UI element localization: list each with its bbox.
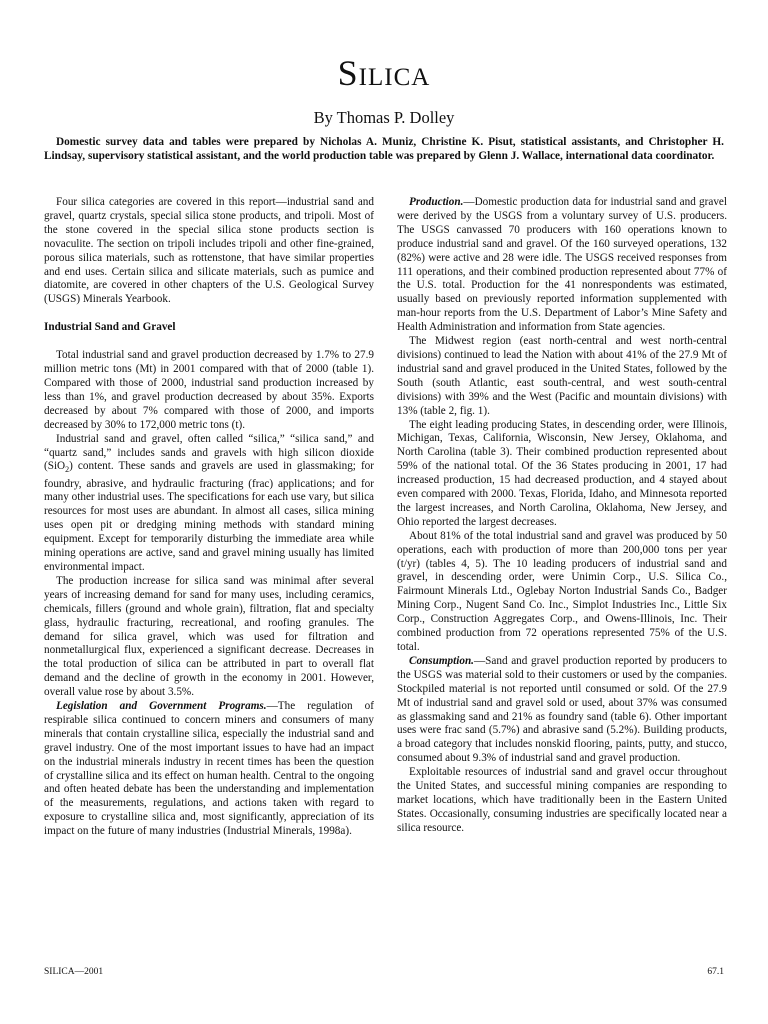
page-number: 67.1 — [707, 967, 724, 977]
paragraph — [397, 196, 727, 335]
left-column — [44, 196, 374, 839]
right-column — [397, 196, 727, 836]
title-text: Silica — [337, 53, 431, 93]
text-run: ) content. These sands and gravels are used in glassmaking; for foundry, abrasive, and hydraulic fracturing (frac) applications; and for many other industrial uses. The specifications for each use vary, but silica resources for most uses are abundant. In almost all cases, silica mining uses open pit or dredging mining methods with standard mining equipment. Except for temporarily disturbing the immediate area while mining operations are active, sand and gravel mining usually has limited environmental impact. — [44, 460, 374, 573]
paragraph — [44, 700, 374, 839]
text-run: —Sand and gravel production reported by producers to the USGS was material sold to their customers or used by the companies. Stockpiled material is not reported until consumed or sold. Of the 27.9 Mt of industrial sand and gravel sold or used, about 37% was consumed as glassmaking sand and 21% as foundry sand (table 6). Other important uses were frac sand (5.7%) and abrasive sand (5.2%). Building products, a broad category that includes nonskid flooring, paints, putty, and stucco, consumed about 9.3% of industrial sand and gravel production. — [397, 654, 727, 765]
paragraph: Total industrial sand and gravel production decreased by 1.7% to 27.9 million metric tons (Mt) in 2001 compared with that of 2000 (table 1). Compared with those of 2000, industrial sand production increased by less than 1%, and gravel production decreased by about 35%. Exports decreased by about 7% compared with those of 2000, and imports decreased by 30% to 172,000 metric tons (t). — [44, 349, 374, 431]
paragraph — [44, 433, 374, 575]
run-in-heading: Consumption. — [409, 654, 474, 667]
page-title — [0, 52, 768, 94]
run-in-heading: Production. — [409, 196, 464, 208]
credit-note: Domestic survey data and tables were prepared by Nicholas A. Muniz, Christine K. Pisut, statistical assistants, and Christopher H. Lindsay, supervisory statistical assistant, and the world production table was prepared by Glenn J. Wallace, international data coordinator. — [44, 136, 724, 162]
paragraph — [397, 655, 727, 766]
text-run: Industrial sand and gravel, often called “silica,” “silica sand,” and “quartz sand,” includes sands and gravels with high silicon dioxide (SiO — [44, 432, 374, 473]
footer-running-title: SILICA—2001 — [44, 967, 104, 977]
paragraph: The production increase for silica sand was minimal after several years of increasing demand for sand for many uses, including ceramics, chemicals, fillers (ground and whole grain), filtration, flat and specialty glass, hydraulic fracturing, recreational, and roofing granules. The demand for silica gravel, which was used for filtration and nonmetallurgical flux, experienced a significant decrease. Decreases in the total production of silica can be attributed in part to overall flat demand and the decline of growth in the economy in 2001. However, overall value rose by about 3.5%. — [44, 574, 374, 699]
intro-paragraph: Four silica categories are covered in this report—industrial sand and gravel, quartz crystals, special silica stone products, and tripoli. Most of the stone covered in the special silica stone products section is novaculite. The section on tripoli includes tripoli and other fine-grained, porous silica materials, such as rottenstone, that have similar properties and end uses. Certain silica and silicate materials, such as pumice and diatomite, are covered in other chapters of the U.S. Geological Survey (USGS) Minerals Yearbook. — [44, 196, 374, 306]
text-run: —Domestic production data for industrial sand and gravel were derived by the USGS from a voluntary survey of U.S. producers. The USGS canvassed 70 producers with 160 operations known to produce industrial sand and gravel. Of the 160 surveyed operations, 132 (82%) were active and 28 were idle. The USGS received responses from 111 operations, and their combined production represented about 77% of the U.S. total. Production for the 41 nonrespondents was estimated, usually based on previously reported information supplemented with man-hour reports from the U.S. Department of Labor’s Mine Safety and Health Administration and information from State agencies. — [397, 196, 727, 334]
paragraph: About 81% of the total industrial sand and gravel was produced by 50 operations, each with production of more than 200,000 tons per year (t/yr) (tables 4, 5). The 10 leading producers of industrial sand and gravel, in descending order, were Unimin Corp., U.S. Silica Co., Fairmount Minerals Ltd., Oglebay Norton Industrial Sands Co., Badger Mining Corp., Nugent Sand Co. Inc., Simplot Industries Inc., Little Six Corp., Construction Aggregates Corp., and Owens-Illinois, Inc. Their combined production from 72 operations represented 75% of the U.S. total. — [397, 529, 727, 653]
section-heading: Industrial Sand and Gravel — [44, 321, 176, 334]
paragraph: The eight leading producing States, in descending order, were Illinois, Michigan, Texas, California, Wisconsin, New Jersey, Oklahoma, and North Carolina (table 3). Their combined production represented about 59% of the national total. Of the 36 States producing in 2001, 17 had increased production, 15 had decreased production, and 4 stayed about even compared with 2000. Texas, Florida, Idaho, and Minnesota reported the largest increases, and North Carolina, Oklahoma, New Jersey, and Ohio reported the largest decreases. — [397, 418, 727, 528]
run-in-heading: Legislation and Government Programs. — [56, 700, 267, 713]
subscript: 2 — [65, 465, 70, 475]
byline: By Thomas P. Dolley — [313, 108, 455, 127]
text-run: —The regulation of respirable silica continued to concern miners and consumers of many minerals that contain crystalline silica, especially the industrial sand and gravel industry. One of the most important issues to have had an impact on the industrial minerals industry in recent times has been the question of crystalline silica and its effect on human health. Central to the ongoing and often heated debate has been the understanding and implementation of the measurements, regulations, and actions taken with regard to exposure to crystalline silica and, most significantly, appreciation of its impact on the future of many industries (Industrial Minerals, 1998a). — [44, 700, 374, 838]
paragraph: The Midwest region (east north-central and west north-central divisions) continued to lead the Nation with about 41% of the 27.9 Mt of industrial sand and gravel produced in the United States, followed by the South (south Atlantic, east south-central, and west south-central divisions) with 39% and the West (Pacific and mountain divisions) with 13% (table 2, fig. 1). — [397, 335, 727, 417]
paragraph: Exploitable resources of industrial sand and gravel occur throughout the United States, and successful mining companies are responding to market locations, which have traditionally been in the Eastern United States. Occasionally, consuming industries are specifically located near a silica resource. — [397, 766, 727, 834]
